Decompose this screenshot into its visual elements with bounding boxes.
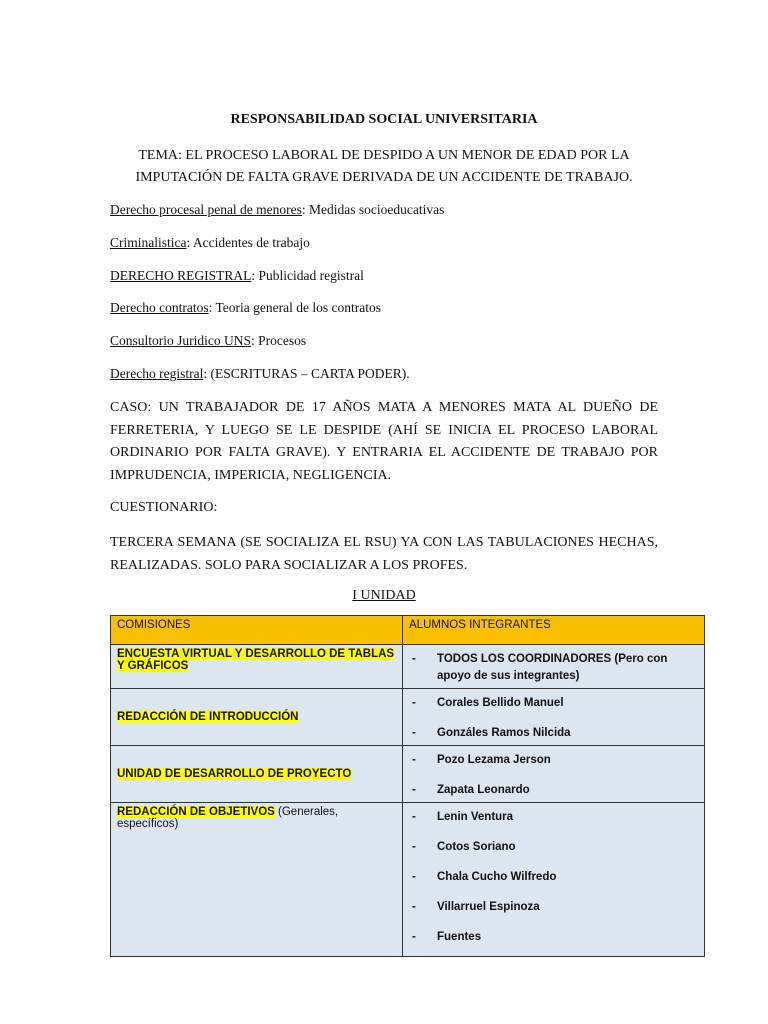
member-item: - Corales Bellido Manuel: [409, 695, 698, 712]
subject-text: : Teoria general de los contratos: [208, 300, 381, 315]
commission-name: UNIDAD DE DESARROLLO DE PROYECTO: [117, 768, 352, 780]
members-list: [409, 695, 698, 742]
member-item: - Fuentes: [409, 929, 698, 946]
member-item: - Cotos Soriano: [409, 839, 698, 856]
col-header-comisiones: COMISIONES: [111, 616, 403, 645]
subject-label: Criminalistica: [110, 235, 187, 250]
subject-text: : Medidas socioeducativas: [301, 202, 445, 217]
tema-heading: [110, 145, 658, 189]
commission-name: REDACCIÓN DE INTRODUCCIÓN: [117, 711, 299, 723]
caso-paragraph: CASO: UN TRABAJADOR DE 17 AÑOS MATA A MENORES MATA AL DUEÑO DE FERRETERIA, Y LUEGO SE LE DESPIDE (AHÍ SE INICIA EL PROCESO LABORAL ORDINARIO POR FALTA GRAVE). Y ENTRARIA EL ACCIDENTE DE TRABAJO POR IMPRUDENCIA, IMPERICIA, NEGLIGENCIA.: [110, 400, 658, 483]
members-cell: [403, 645, 705, 689]
member-item: - Gonzáles Ramos Nilcida: [409, 725, 698, 742]
subject-text: : (ESCRITURAS – CARTA PODER).: [203, 366, 410, 381]
subject-line: [110, 235, 310, 251]
subject-label: DERECHO REGISTRAL: [110, 268, 252, 283]
subject-line: [110, 202, 444, 218]
unidad-heading: I UNIDAD: [352, 588, 416, 603]
commissions-table: [110, 615, 705, 957]
col-header-alumnos: ALUMNOS INTEGRANTES: [403, 616, 705, 645]
members-cell: [403, 689, 705, 746]
members-list: [409, 809, 698, 946]
subject-label: Derecho procesal penal de menores: [110, 202, 302, 217]
subject-label: Derecho registral: [110, 366, 204, 381]
member-item: - Chala Cucho Wilfredo: [409, 869, 698, 886]
tema-line-1: TEMA: EL PROCESO LABORAL DE DESPIDO A UN MENOR DE EDAD POR LA: [138, 148, 630, 163]
table-row: [111, 746, 705, 803]
table-row: [111, 689, 705, 746]
table-row: [111, 803, 705, 957]
subject-text: : Procesos: [251, 333, 307, 348]
commission-cell: [111, 645, 403, 689]
document-title: RESPONSABILIDAD SOCIAL UNIVERSITARIA: [230, 112, 538, 127]
tercera-semana-paragraph: TERCERA SEMANA (SE SOCIALIZA EL RSU) YA CON LAS TABULACIONES HECHAS, REALIZADAS. SOLO PARA SOCIALIZAR A LOS PROFES.: [110, 535, 658, 573]
members-list: [409, 651, 698, 685]
commission-cell: [111, 689, 403, 746]
member-item: - Pozo Lezama Jerson: [409, 752, 698, 769]
subject-line: [110, 333, 306, 349]
table-row: [111, 645, 705, 689]
commission-cell: [111, 746, 403, 803]
member-item: - Villarruel Espinoza: [409, 899, 698, 916]
subject-text: : Publicidad registral: [251, 268, 364, 283]
subject-line: [110, 268, 364, 284]
subject-text: : Accidentes de trabajo: [186, 235, 310, 250]
commission-extra: (Generales, específicos): [117, 806, 339, 830]
tema-line-2: IMPUTACIÓN DE FALTA GRAVE DERIVADA DE UN ACCIDENTE DE TRABAJO.: [135, 170, 633, 185]
subject-label: Derecho contratos: [110, 300, 209, 315]
members-list: [409, 752, 698, 799]
cuestionario-label: CUESTIONARIO:: [110, 500, 218, 515]
member-item: - Lenin Ventura: [409, 809, 698, 826]
subject-line: [110, 366, 410, 382]
commission-name: REDACCIÓN DE OBJETIVOS: [117, 806, 275, 818]
subject-line: [110, 300, 381, 316]
member-item: - Zapata Leonardo: [409, 782, 698, 799]
member-item: - TODOS LOS COORDINADORES (Pero con apoyo de sus integrantes): [409, 651, 698, 685]
commission-name: ENCUESTA VIRTUAL Y DESARROLLO DE TABLAS Y GRÁFICOS: [117, 648, 395, 672]
members-cell: [403, 746, 705, 803]
commission-cell: [111, 803, 403, 957]
members-cell: [403, 803, 705, 957]
subject-label: Consultorio Juridico UNS: [110, 333, 252, 348]
table-header-row: [111, 616, 705, 645]
